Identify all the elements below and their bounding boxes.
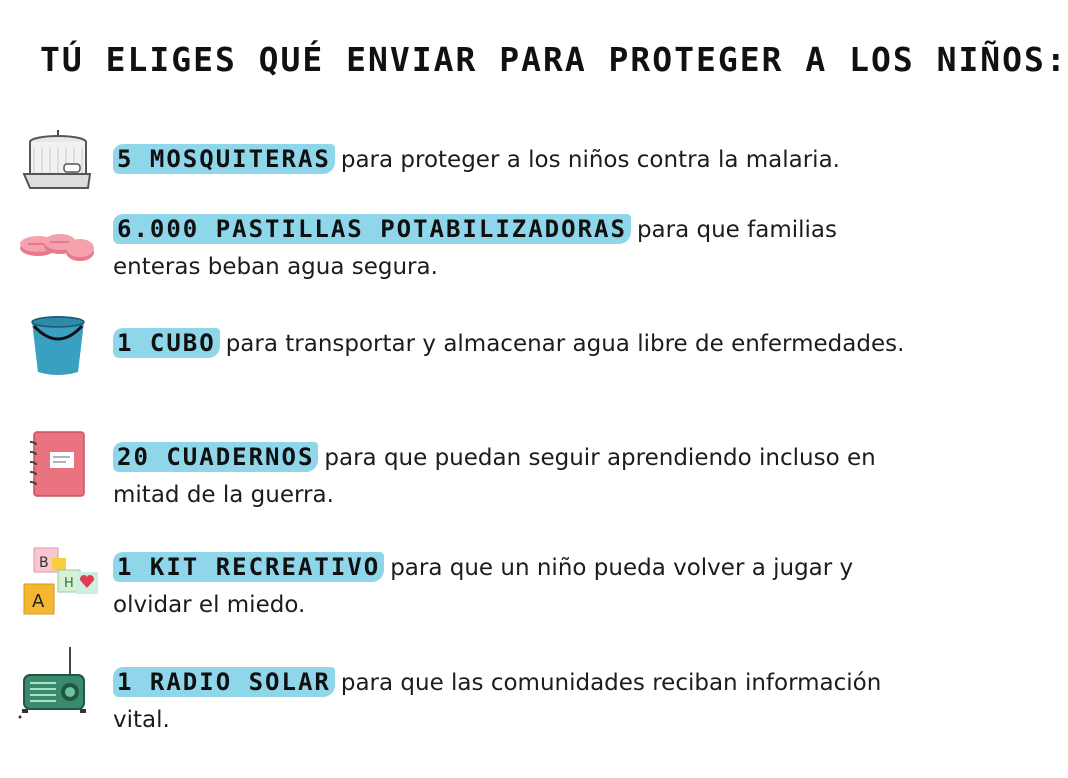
- page-title: TÚ ELIGES QUÉ ENVIAR PARA PROTEGER A LOS NIÑOS:: [40, 40, 1068, 79]
- svg-text:A: A: [32, 591, 45, 612]
- item-description: para que un niño pueda volver a jugar y olvidar el miedo.: [113, 555, 854, 618]
- svg-text:H: H: [64, 576, 74, 591]
- item-description: para proteger a los niños contra la malaria.: [340, 147, 840, 173]
- item-description: para que puedan seguir aprendiendo incluso en mitad de la guerra.: [113, 445, 876, 508]
- radio-icon: [14, 645, 94, 725]
- item-description: para transportar y almacenar agua libre de enfermedades.: [225, 331, 905, 357]
- bucket-icon: [20, 312, 90, 382]
- notebook-icon: [20, 430, 90, 500]
- highlight-label: 1 RADIO SOLAR: [113, 667, 335, 697]
- highlight-label: 1 CUBO: [113, 328, 220, 358]
- toy-blocks-icon: [18, 544, 98, 624]
- highlight-label: 20 CUADERNOS: [113, 442, 318, 472]
- svg-text:B: B: [39, 555, 49, 571]
- water-tablets-icon: [16, 210, 96, 280]
- highlight-label: 6.000 PASTILLAS POTABILIZADORAS: [113, 214, 631, 244]
- highlight-label: 5 MOSQUITERAS: [113, 144, 335, 174]
- item-description: para que familias enteras beban agua segura.: [113, 217, 837, 280]
- item-description: para que las comunidades reciban información vital.: [113, 670, 882, 733]
- highlight-label: 1 KIT RECREATIVO: [113, 552, 384, 582]
- mosquito-net-icon: [20, 128, 90, 198]
